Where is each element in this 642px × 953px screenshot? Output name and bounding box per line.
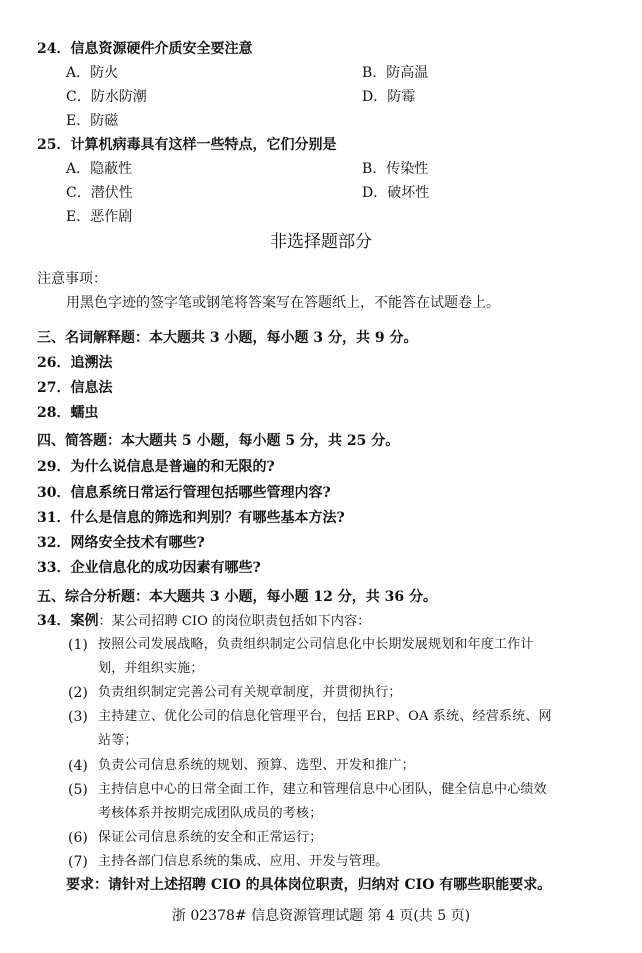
question-34-intro <box>37 612 370 631</box>
question-24-option-a: A．防火 <box>66 65 119 81</box>
case-item-5-line-2: 考核体系并按期完成团队成员的考核； <box>98 806 323 821</box>
question-25-option-b: B．传染性 <box>362 161 429 177</box>
notice-label: 注意事项： <box>37 271 107 287</box>
question-34-number: 34． <box>37 613 71 629</box>
case-item-3-line-1: 主持建立、优化公司的信息化管理平台，包括 ERP、OA 系统、经营系统、网 <box>98 709 552 724</box>
case-item-7-line-1: 主持各部门信息系统的集成、应用、开发与管理。 <box>98 854 389 869</box>
question-28: 28．蠕虫 <box>37 405 99 421</box>
case-item-6-number: (6) <box>68 830 88 846</box>
notice-text: 用黑色字迹的签字笔或钢笔将答案写在答题纸上，不能答在试题卷上。 <box>66 295 500 311</box>
question-25-option-d: D．破坏性 <box>362 185 430 201</box>
case-item-1-line-2: 划，并组织实施； <box>98 661 204 676</box>
case-item-5-line-1: 主持信息中心的日常全面工作，建立和管理信息中心团队，健全信息中心绩效 <box>98 782 547 797</box>
case-intro: ：某公司招聘 CIO 的岗位职责包括如下内容： <box>98 614 371 629</box>
question-24-option-b: B．防高温 <box>362 65 429 81</box>
section-4-heading: 四、简答题：本大题共 5 小题，每小题 5 分，共 25 分。 <box>37 433 400 449</box>
question-33: 33．企业信息化的成功因素有哪些? <box>37 560 261 576</box>
question-25-stem: 25．计算机病毒具有这样一些特点，它们分别是 <box>37 137 337 153</box>
case-item-4-number: (4) <box>68 758 88 774</box>
case-item-1-line-1: 按照公司发展战略，负责组织制定公司信息化中长期发展规划和年度工作计 <box>98 637 534 652</box>
case-item-7-number: (7) <box>68 854 88 870</box>
question-24-stem: 24．信息资源硬件介质安全要注意 <box>37 41 253 57</box>
case-item-5-number: (5) <box>68 782 88 798</box>
question-34-requirement: 要求：请针对上述招聘 CIO 的具体岗位职责，归纳对 CIO 有哪些职能要求。 <box>66 877 552 893</box>
question-30: 30．信息系统日常运行管理包括哪些管理内容? <box>37 485 331 501</box>
case-item-3-line-2: 站等； <box>98 733 138 748</box>
case-item-2-line-1: 负责组织制定完善公司有关规章制度，并贯彻执行； <box>98 685 402 700</box>
question-25-option-a: A．隐蔽性 <box>66 161 133 177</box>
question-26: 26．追溯法 <box>37 355 113 371</box>
case-label: 案例 <box>70 613 99 629</box>
question-24-option-e: E．防磁 <box>66 113 119 129</box>
case-item-4-line-1: 负责公司信息系统的规划、预算、选型、开发和推广； <box>98 758 415 773</box>
case-item-2-number: (2) <box>68 685 88 701</box>
part-title: 非选择题部分 <box>270 232 372 252</box>
case-item-3-number: (3) <box>68 709 88 725</box>
question-29: 29．为什么说信息是普遍的和无限的? <box>37 459 275 475</box>
case-item-6-line-1: 保证公司信息系统的安全和正常运行； <box>98 830 323 845</box>
question-27: 27．信息法 <box>37 380 113 396</box>
question-32: 32．网络安全技术有哪些? <box>37 535 205 551</box>
question-31: 31．什么是信息的筛选和判别？有哪些基本方法? <box>37 510 345 526</box>
question-25-option-c: C．潜伏性 <box>66 185 133 201</box>
question-24-option-d: D．防霉 <box>362 89 416 105</box>
case-item-1-number: (1) <box>68 637 88 653</box>
section-3-heading: 三、名词解释题：本大题共 3 小题，每小题 3 分，共 9 分。 <box>37 330 418 346</box>
question-25-option-e: E．恶作剧 <box>66 209 133 225</box>
page-footer: 浙 02378# 信息资源管理试题 第 4 页(共 5 页) <box>171 908 471 924</box>
section-5-heading: 五、综合分析题：本大题共 3 小题，每小题 12 分，共 36 分。 <box>37 589 437 605</box>
question-24-option-c: C．防水防潮 <box>66 89 147 105</box>
